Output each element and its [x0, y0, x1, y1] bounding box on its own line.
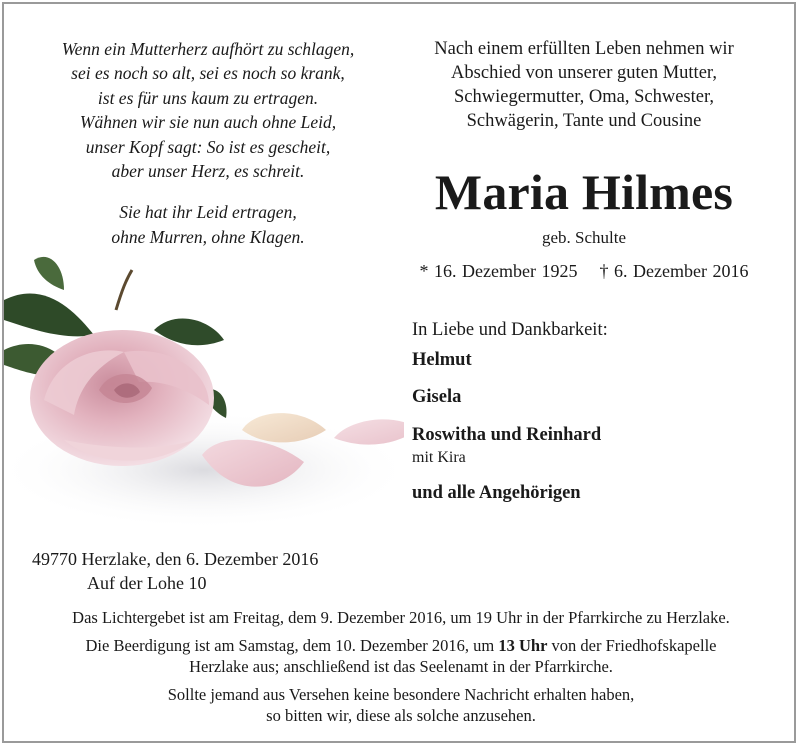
- mourner-name: Gisela: [412, 387, 462, 407]
- maiden-name: geb. Schulte: [541, 228, 627, 247]
- poem-line: sei es noch so alt, sei es noch so krank,: [71, 63, 345, 84]
- poem-line: aber unser Herz, es schreit.: [111, 161, 305, 182]
- leaf-shape: [34, 257, 64, 290]
- intro-line: Nach einem erfüllten Leben nehmen wir: [434, 39, 734, 59]
- life-dates: [394, 261, 774, 282]
- poem-line: Wenn ein Mutterherz aufhört zu schlagen,: [61, 39, 355, 59]
- birth-date: * 16. Dezember 1925: [419, 261, 578, 281]
- notices: [4, 607, 796, 733]
- mourner-name: Helmut: [412, 350, 472, 370]
- stem-shape: [116, 270, 132, 310]
- poem-line: Wähnen wir sie nun auch ohne Leid,: [79, 112, 337, 133]
- rose-illustration: [4, 240, 404, 540]
- poem-spacer: [18, 183, 398, 200]
- funeral-line: Herzlake aus; anschließend ist das Seelenamt in der Pfarrkirche.: [189, 657, 613, 676]
- closing-notice: [4, 684, 796, 727]
- funeral-time: 13 Uhr: [498, 635, 548, 655]
- funeral-text: Die Beerdigung ist am Samstag, dem 10. Dezember 2016, um: [85, 635, 495, 655]
- poem-line: ist es für uns kaum zu ertragen.: [97, 87, 319, 108]
- mourner-sub: mit Kira: [412, 449, 466, 466]
- rose: [30, 330, 214, 466]
- closing-line: Sollte jemand aus Versehen keine besondere Nachricht erhalten haben,: [167, 684, 635, 704]
- deceased-name: Maria Hilmes: [434, 164, 734, 220]
- loose-petal: [334, 419, 404, 444]
- poem: [18, 37, 398, 249]
- prayer-notice: Das Lichtergebet ist am Freitag, dem 9. Dezember 2016, um 19 Uhr in der Pfarrkirche zu Herzlake.: [72, 608, 730, 627]
- place-and-address: [32, 547, 318, 595]
- funeral-line: [4, 635, 796, 657]
- funeral-notice: [4, 635, 796, 678]
- intro-line: Schwägerin, Tante und Cousine: [466, 111, 702, 131]
- street-address: Auf der Lohe 10: [87, 573, 207, 593]
- obituary-notice: [2, 2, 796, 743]
- closing-line: so bitten wir, diese als solche anzusehen.: [266, 706, 536, 725]
- intro-line: Abschied von unserer guten Mutter,: [451, 63, 717, 83]
- funeral-text: von der Friedhofskapelle: [551, 635, 717, 655]
- intro-line: Schwiegermutter, Oma, Schwester,: [453, 87, 714, 107]
- mourner-others: und alle Angehörigen: [412, 483, 581, 503]
- poem-line: unser Kopf sagt: So ist es gescheit,: [85, 136, 331, 157]
- leaf-shape: [4, 293, 94, 336]
- city-date: 49770 Herzlake, den 6. Dezember 2016: [32, 549, 319, 569]
- mourner-name: Roswitha und Reinhard: [412, 425, 602, 445]
- mourners-heading: In Liebe und Dankbarkeit:: [412, 320, 608, 340]
- rose-image: [4, 240, 404, 540]
- intro-text: [394, 37, 774, 133]
- poem-line: ohne Murren, ohne Klagen.: [111, 226, 305, 247]
- poem-line: Sie hat ihr Leid ertragen,: [119, 202, 297, 223]
- death-date: † 6. Dezember 2016: [599, 261, 749, 281]
